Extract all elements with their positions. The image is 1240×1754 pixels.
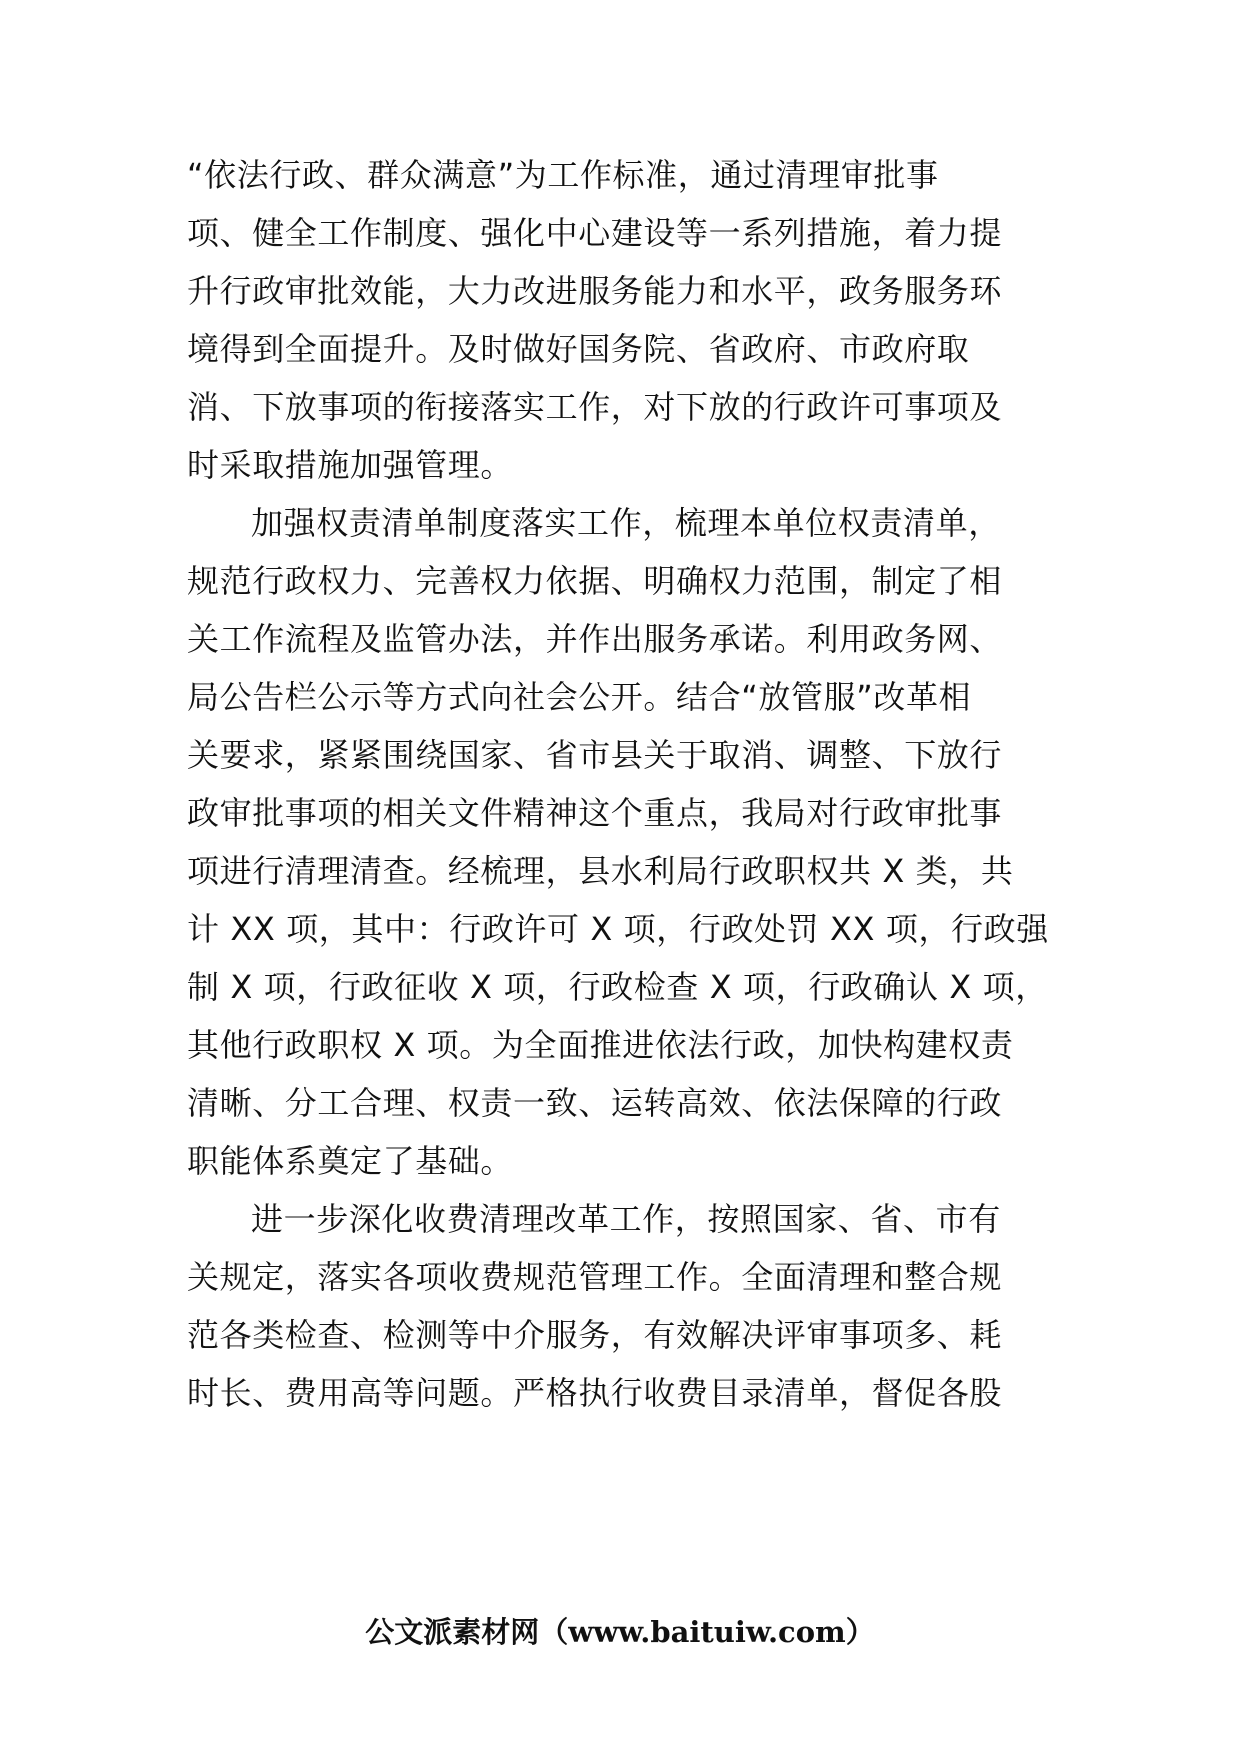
paragraph-first-line: 加强权责清单制度落实工作，梳理本单位权责清单，: [251, 504, 1001, 542]
text-line: 范各类检查、检测等中介服务，有效解决评审事项多、耗: [187, 1316, 1003, 1354]
text-line: 项、健全工作制度、强化中心建设等一系列措施，着力提: [187, 214, 1003, 252]
text-line: “依法行政、群众满意”为工作标准，通过清理审批事: [187, 156, 939, 194]
text-line: 升行政审批效能，大力改进服务能力和水平，政务服务环: [187, 272, 1003, 310]
text-line: 时采取措施加强管理。: [187, 446, 514, 484]
text-line: 职能体系奠定了基础。: [187, 1142, 514, 1180]
text-line: 关要求，紧紧围绕国家、省市县关于取消、调整、下放行: [187, 736, 1003, 774]
text-line: 计 XX 项，其中：行政许可 X 项，行政处罚 XX 项，行政强: [187, 910, 1049, 948]
footer-watermark: 公文派素材网（www.baituiw.com）: [365, 1615, 875, 1649]
text-line: 时长、费用高等问题。严格执行收费目录清单，督促各股: [187, 1374, 1003, 1412]
text-line: 消、下放事项的衔接落实工作，对下放的行政许可事项及: [187, 388, 1003, 426]
text-line: 境得到全面提升。及时做好国务院、省政府、市政府取: [187, 330, 970, 368]
text-line: 政审批事项的相关文件精神这个重点，我局对行政审批事: [187, 794, 1003, 832]
text-line: 关规定，落实各项收费规范管理工作。全面清理和整合规: [187, 1258, 1003, 1296]
paragraph-first-line: 进一步深化收费清理改革工作，按照国家、省、市有: [251, 1200, 1001, 1238]
text-line: 关工作流程及监管办法，并作出服务承诺。利用政务网、: [187, 620, 1003, 658]
text-line: 清晰、分工合理、权责一致、运转高效、依法保障的行政: [187, 1084, 1003, 1122]
text-line: 项进行清理清查。经梳理，县水利局行政职权共 X 类，共: [187, 852, 1014, 890]
text-line: 规范行政权力、完善权力依据、明确权力范围，制定了相: [187, 562, 1003, 600]
text-line: 其他行政职权 X 项。为全面推进依法行政，加快构建权责: [187, 1026, 1014, 1064]
text-line: 制 X 项，行政征收 X 项，行政检查 X 项，行政确认 X 项，: [187, 968, 1048, 1006]
text-line: 局公告栏公示等方式向社会公开。结合“放管服”改革相: [187, 678, 972, 716]
